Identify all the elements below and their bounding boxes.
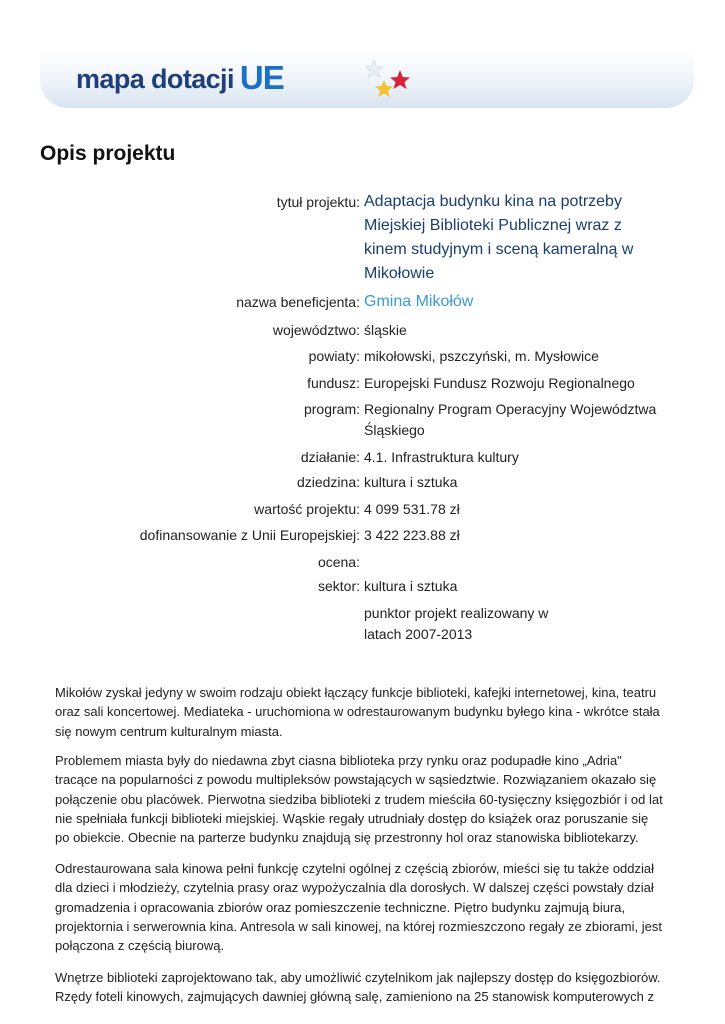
period-note-text: punktor projekt realizowany w latach 2007-2013 [364,605,549,642]
description-paragraph: Mikołów zyskał jedyny w swoim rodzaju obiekt łączący funkcje biblioteki, kafejki internetowej, kina, teatru oraz sali koncertowej. Mediateka - uruchomiona w odrestaurowanym budynku byłego kina - wkrótce stała się nowym centrum kulturalnym miasta. [55,685,660,739]
field-sector-value: kultura i sztuka [364,578,458,594]
field-title-label: tytuł projektu: [276,194,360,210]
field-program-value: Regionalny Program Operacyjny Województwa Śląskiego [364,401,657,438]
field-domain-value: kultura i sztuka [364,474,458,490]
field-voivodeship-value: śląskie [364,322,407,338]
field-fund-value: Europejski Fundusz Rozwoju Regionalnego [364,375,635,391]
field-eu-cofinancing-label: dofinansowanie z Unii Europejskiej: [139,527,360,543]
field-program-label: program: [303,401,360,417]
logo-ue: UE [239,59,284,96]
field-project-value-value: 4 099 531.78 zł [364,501,460,517]
field-action-label: działanie: [300,449,360,465]
site-logo[interactable] [76,56,284,96]
field-title-value: Adaptacja budynku kina na potrzeby Miejskiej Biblioteki Publicznej wraz z kinem studyjnym i sceną kameralną w Mikołowie [364,193,634,282]
eu-stars-icon [366,58,414,100]
field-districts-value: mikołowski, pszczyński, m. Mysłowice [364,348,599,364]
field-fund-label: fundusz: [307,375,360,391]
field-beneficiary-label: nazwa beneficjenta: [236,294,360,310]
beneficiary-link[interactable]: Gmina Mikołów [364,293,474,310]
field-eu-cofinancing-value: 3 422 223.88 zł [364,527,460,543]
field-rating-label: ocena: [317,554,360,570]
page-title: Opis projektu [40,142,176,165]
field-action-value: 4.1. Infrastruktura kultury [364,449,519,465]
field-voivodeship-label: województwo: [272,322,360,338]
description-paragraph: Problemem miasta były do niedawna zbyt ciasna biblioteka przy rynku oraz podupadłe kino „Adria" tracące na popularności z powodu multipleksów powstających w sąsiedztwie. Rozwiązaniem okazało się połączenie obu placówek. Pierwotna siedziba biblioteki z trudem mieściła 60-tysięczny księgozbiór i od lat nie spełniała funkcji biblioteki miejskiej. Wąskie regały utrudniały dostęp do książek oraz poruszanie się po obiekcie. Obecnie na parterze budynku znajdują się przestronny hol oraz stanowiska bibliotekarzy. [55,753,663,846]
description-paragraph: Wnętrze biblioteki zaprojektowano tak, aby umożliwić czytelnikom jak najlepszy dostęp do księgozbiorów. Rzędy foteli kinowych, zajmujących dawniej główną salę, zamieniono na 25 stanowisk komputerowych z [55,970,661,1005]
field-domain-label: dziedzina: [296,474,360,490]
field-project-value-label: wartość projektu: [254,501,360,517]
field-districts-label: powiaty: [308,348,360,364]
field-sector-label: sektor: [317,578,360,594]
logo-text: mapa dotacji [76,64,234,94]
description-paragraph: Odrestaurowana sala kinowa pełni funkcję czytelni ogólnej z częścią zbiorów, mieści się tu także oddział dla dzieci i młodzieży, czytelnia prasy oraz wypożyczalnia dla dorosłych. W dalszej części powstały dział gromadzenia i opracowania zbiorów oraz pomieszczenie techniczne. Piętro budynku zajmują biura, projektornia i serwerownia kina. Antresola w sali kinowej, na której rozmieszczono regały ze zbiorami, jest połączona z częścią biurową. [55,861,662,954]
